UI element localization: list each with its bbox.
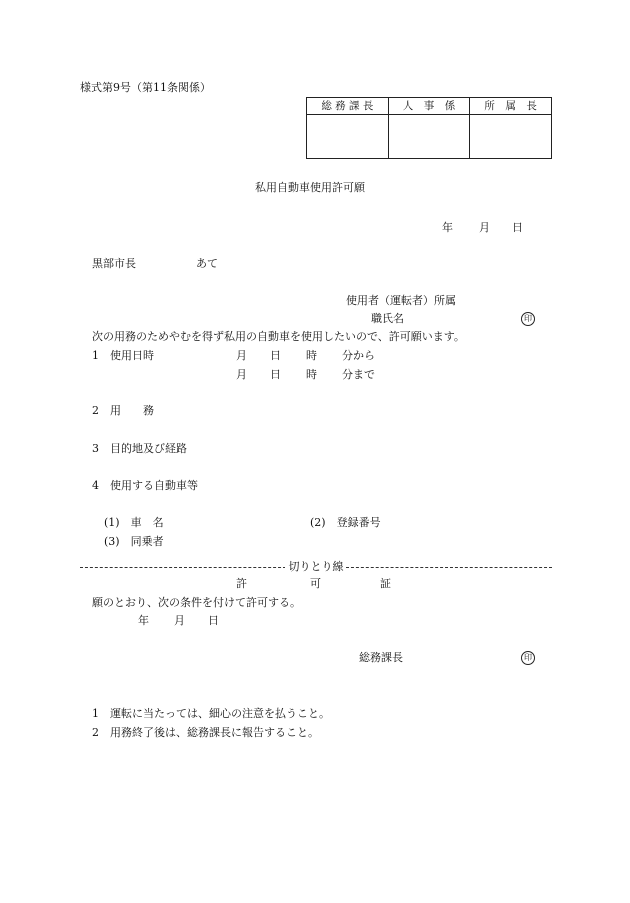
permit-heading-char-3: 証 <box>380 577 391 590</box>
permit-condition-1: 1 運転に当たっては、細心の注意を払うこと。 <box>92 707 330 720</box>
form-number: 様式第9号（第11条関係） <box>80 81 211 94</box>
approval-stamp-table <box>306 97 552 159</box>
date-month: 月 <box>479 221 490 234</box>
item1-from-minute: 分から <box>342 349 375 362</box>
permit-date-month: 月 <box>174 614 185 627</box>
cut-line-label: 切りとり線 <box>285 561 347 572</box>
date-year: 年 <box>442 221 453 234</box>
item4-sub-registration: (2) 登録番号 <box>310 516 381 529</box>
item3-label: 3 目的地及び経路 <box>92 442 187 455</box>
item2-label: 2 用 務 <box>92 404 154 417</box>
item1-from-day: 日 <box>270 349 281 362</box>
item1-label: 1 使用日時 <box>92 349 154 362</box>
item1-from-month: 月 <box>236 349 247 362</box>
request-text: 次の用務のためやむを得ず私用の自動車を使用したいので、許可願います。 <box>92 330 465 343</box>
approval-header-personnel: 人 事 係 <box>388 98 470 115</box>
permit-heading-char-1: 許 <box>236 577 247 590</box>
permit-heading-char-2: 可 <box>310 577 321 590</box>
addressee-suffix: あて <box>196 257 218 270</box>
item1-to-day: 日 <box>270 368 281 381</box>
permit-signer: 総務課長 <box>359 651 403 664</box>
approval-header-general-affairs-chief: 総 務 課 長 <box>307 98 389 115</box>
permit-seal-icon: 印 <box>521 651 535 665</box>
item1-to-hour: 時 <box>306 368 317 381</box>
item4-sub-passengers: (3) 同乗者 <box>104 535 164 548</box>
cut-line-dash-right <box>346 567 552 568</box>
cut-line <box>80 561 552 573</box>
cut-line-dash-left <box>80 567 286 568</box>
item4-sub-car-name: (1) 車 名 <box>104 516 164 529</box>
applicant-seal-icon: 印 <box>521 312 535 326</box>
applicant-name-label: 職氏名 <box>371 312 404 325</box>
item1-to-month: 月 <box>236 368 247 381</box>
approval-stamp-box <box>388 115 470 159</box>
permit-date-day: 日 <box>208 614 219 627</box>
item1-from-hour: 時 <box>306 349 317 362</box>
approval-stamp-box <box>307 115 389 159</box>
item4-label: 4 使用する自動車等 <box>92 479 198 492</box>
approval-header-department-head: 所 属 長 <box>470 98 552 115</box>
permit-condition-2: 2 用務終了後は、総務課長に報告すること。 <box>92 726 319 739</box>
form-title: 私用自動車使用許可願 <box>255 181 365 194</box>
applicant-affiliation-label: 使用者（運転者）所属 <box>346 294 456 307</box>
addressee-name: 黒部市長 <box>92 257 136 270</box>
item1-to-minute: 分まで <box>342 368 375 381</box>
permit-text: 願のとおり、次の条件を付けて許可する。 <box>92 596 301 609</box>
date-day: 日 <box>512 221 523 234</box>
approval-stamp-box <box>470 115 552 159</box>
permit-date-year: 年 <box>138 614 149 627</box>
